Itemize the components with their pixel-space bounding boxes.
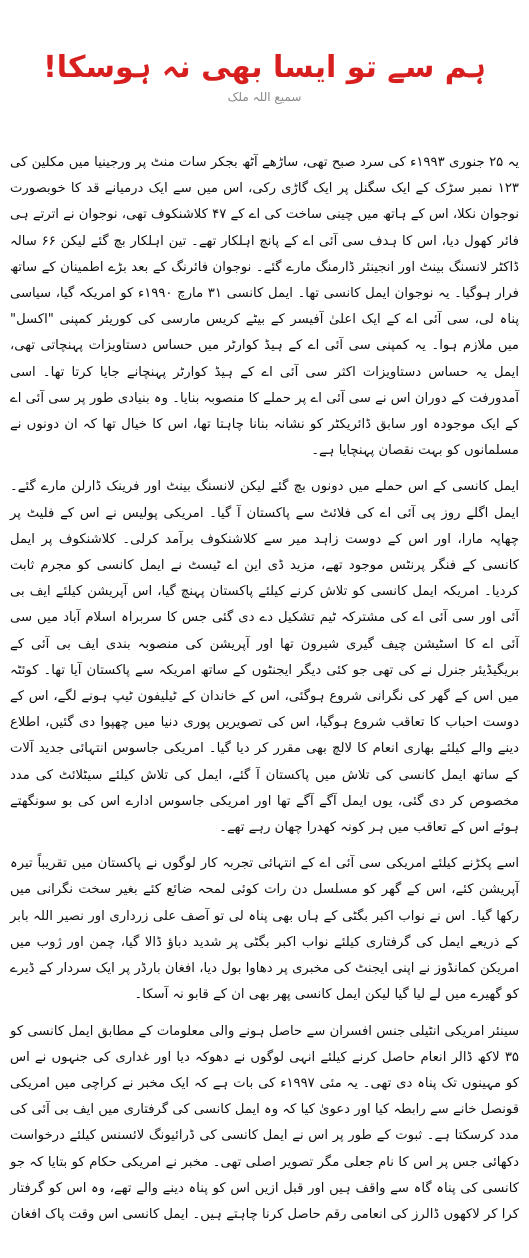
author-byline: سمیع اللہ ملک <box>227 90 302 104</box>
article-paragraph: ایمل کانسی کے اس حملے میں دونوں بچ گئے لیکن لانسنگ بینٹ اور فرینک ڈارلن مارے گئے۔ ایمل اگلے روز پی آئی اے کی فلائٹ سے پاکستان آ گیا۔ امریکی پولیس نے اس کے فلیٹ پر چھاپہ مارا، اور اس کے دوست زاہد میر سے کلاشنکوف برآمد کرلی۔ کلاشنکوف پر ایمل کانسی کے فنگر پرنٹس موجود تھے، مزید ڈی این اے ٹیسٹ نے ایمل کانسی کو مجرم ثابت کردیا۔ امریکہ ایمل کانسی کو تلاش کرنے کیلئے پاکستان پہنچ گیا، اس آپریشن کیلئے ایف بی آئی اور سی آئی اے کی مشترکہ ٹیم تشکیل دے دی گئی جس کا سربراہ اسلام آباد میں سی آئی اے کا اسٹیشن چیف گیری شیرون تھا اور آپریشن کی منصوبہ بندی ایف بی آئی کے بریگیڈیئر جنرل نے کی تھی جو کئی دیگر ایجنٹوں کے ساتھ امریکہ سے پاکستان آیا تھا۔ کوئٹہ میں اس کے گھر کی نگرانی شروع ہوگئی، اس کے خاندان کے ٹیلیفون ٹیپ ہونے لگے، اس کے دوست احباب کا تعاقب شروع ہوگیا، اس کی تصویریں پوری دنیا میں چھپوا دی گئیں، اطلاع دینے والے کیلئے بھاری انعام کا لالچ بھی مقرر کر دیا گیا۔ امریکی جاسوس انتہائی جدید آلات کے ساتھ ایمل کانسی کی تلاش میں پاکستان آ گئے، ایمل کی تلاش کیلئے سیٹلائٹ کی مدد مخصوص کر دی گئی، یوں ایمل آگے آگے تھا اور امریکی جاسوس ادارے اس کی بو سونگھتے ہوئے اس کے تعاقب میں ہر کونہ کھدرا چھان رہے تھے۔ <box>10 479 519 836</box>
article-paragraph: اسے پکڑنے کیلئے امریکی سی آئی اے کے انتہائی تجربہ کار لوگوں نے پاکستان میں تقریباً تیرہ آپریشن کئے، اس کے گھر کو مسلسل دن رات کوئی لمحہ ضائع کئے بغیر سخت نگرانی میں رکھا گیا۔ اس نے نواب اکبر بگٹی کے ہاں بھی پناہ لی تو آصف علی زرداری اور نصیر اللہ بابر کے ذریعے ایمل کی گرفتاری کیلئے نواب اکبر بگٹی پر شدید دباؤ ڈالا گیا، چمن اور ژوب میں امریکن کمانڈوز نے اپنی ایجنٹ کی مخبری پر دھاوا بول دیا، افغان بارڈر پر ایک سردار کے ڈیرے کو گھیرے میں لے لیا گیا لیکن ایمل کانسی پھر بھی ان کے قابو نہ آسکا۔ <box>10 856 519 1003</box>
article-body <box>10 150 519 1228</box>
article-paragraph: سینئر امریکی انٹیلی جنس افسران سے حاصل ہونے والی معلومات کے مطابق ایمل کانسی کو ۳۵ لاکھ ڈالر انعام حاصل کرنے کیلئے انہی لوگوں نے دھوکہ دیا اور غداری کی جنہوں نے اس کو مہینوں تک پناہ دی تھی۔ یہ مئی ۱۹۹۷ء کی بات ہے کہ ایک مخبر نے کراچی میں امریکی قونصل خانے سے رابطہ کیا اور دعویٰ کیا کہ وہ ایمل کانسی کی گرفتاری میں ایف بی آئی کی مدد کرسکتا ہے۔ ثبوت کے طور پر اس نے ایمل کانسی کی ڈرائیونگ لائسنس کیلئے درخواست دکھائی جس پر اس کا نام جعلی مگر تصویر اصلی تھی۔ مخبر نے امریکی حکام کو بتایا کہ جو کانسی کی پناہ گاہ سے واقف ہیں اور قبل ازیں اس کو پناہ دینے والے تھے، وہ اس کو گرفتار کرا کر لاکھوں ڈالرز کی انعامی رقم حاصل کرنا چاہتے ہیں۔ ایمل کانسی اس وقت پاک افغان <box>10 1023 519 1222</box>
article-headline: ہم سے تو ایسا بھی نہ ہوسکا! <box>43 50 486 86</box>
article-paragraph: یہ ۲۵ جنوری ۱۹۹۳ء کی سرد صبح تھی، ساڑھے آٹھ بجکر سات منٹ پر ورجینیا میں مکلین کی ۱۲۳ نمبر سڑک کے ایک سگنل پر ایک گاڑی رکی، اس میں سے ایک درمیانے قد کا خوبصورت نوجوان نکلا، اس کے ہاتھ میں چینی ساخت کی اے کے ۴۷ کلاشنکوف تھی، نوجوان نے اترتے ہی فائر کھول دیا، اس کا ہدف سی آئی اے کے پانچ اہلکار تھے۔ تین اہلکار بچ گئے لیکن ۶۶ سالہ ڈاکٹر لانسنگ بینٹ اور انجینئر ڈارمنگ مارے گئے۔ نوجوان فائرنگ کے بعد بڑے اطمینان کے ساتھ فرار ہوگیا۔ یہ نوجوان ایمل کانسی تھا۔ ایمل کانسی ۳۱ مارچ ۱۹۹۰ء کو امریکہ گیا، سیاسی پناہ لی، سی آئی اے کے ایک اعلیٰ آفیسر کے بیٹے کریس مارسی کی کوریئر کمپنی "اکسل" میں ملازم ہوا۔ یہ کمپنی سی آئی اے کے ہیڈ کوارٹر میں حساس دستاویزات پہنچاتی تھی، ایمل یہ حساس دستاویزات اکثر سی آئی اے کے ہیڈ کوارٹر پہنچانے جایا کرتا تھا۔ اسی آمدورفت کے دوران اس نے سی آئی اے پر حملے کا منصوبہ بنایا۔ وہ بنیادی طور پر سی آئی اے کے ایک موجودہ اور سابق ڈائریکٹر کو نشانہ بنانا چاہتا تھا، اس کا خیال تھا کہ ان دونوں نے مسلمانوں کو بہت نقصان پہنچایا ہے۔ <box>10 155 519 459</box>
